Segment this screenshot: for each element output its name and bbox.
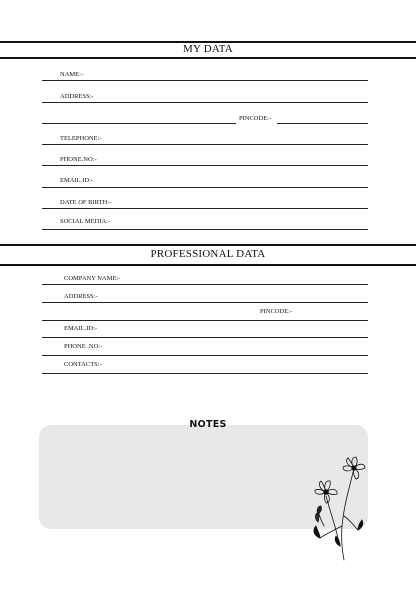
address-line-2-field[interactable] [42,123,236,124]
my-data-title: MY DATA [183,43,233,55]
social-media-field[interactable] [42,229,368,230]
telephone-field[interactable] [42,144,368,145]
professional-data-bottom-border [0,264,416,266]
contacts-label: CONTACTS:- [64,361,102,368]
email-id-field[interactable] [42,187,368,188]
social-media-label: SOCIAL MEDIA:- [60,218,111,225]
address-field[interactable] [42,102,368,103]
company-name-label: COMPANY NAME:- [64,275,121,282]
telephone-label: TELEPHONE:- [60,135,102,142]
pincode-field[interactable] [277,123,368,124]
company-name-field[interactable] [42,284,368,285]
phone-no-field[interactable] [42,165,368,166]
date-of-birth-field[interactable] [42,208,368,209]
professional-data-top-border [0,244,416,246]
name-label: NAME:- [60,71,84,78]
name-field[interactable] [42,80,368,81]
professional-phone-no-label: PHONE .NO:- [64,343,103,350]
notes-title: NOTES [189,419,227,430]
professional-email-id-field[interactable] [42,337,368,338]
professional-pincode-field[interactable] [42,320,368,321]
professional-phone-no-field[interactable] [42,355,368,356]
date-of-birth-label: DATE OF BIRTH:- [60,199,112,206]
address-label: ADDRESS:- [60,93,94,100]
contacts-field[interactable] [42,373,368,374]
my-data-bottom-border [0,57,416,59]
professional-address-label: ADDRESS:- [64,293,98,300]
phone-no-label: PHONE.NO:- [60,156,97,163]
professional-data-title: PROFESSIONAL DATA [150,248,266,260]
professional-address-field[interactable] [42,302,368,303]
professional-email-id-label: EMAIL.ID:- [64,325,98,332]
stem-main [342,468,354,560]
email-id-label: EMAIL.ID:- [60,177,94,184]
cosmos-flower-sketch-icon [304,456,374,562]
professional-pincode-label: PINCODE:- [260,308,293,315]
pincode-label: PINCODE:- [239,115,272,122]
